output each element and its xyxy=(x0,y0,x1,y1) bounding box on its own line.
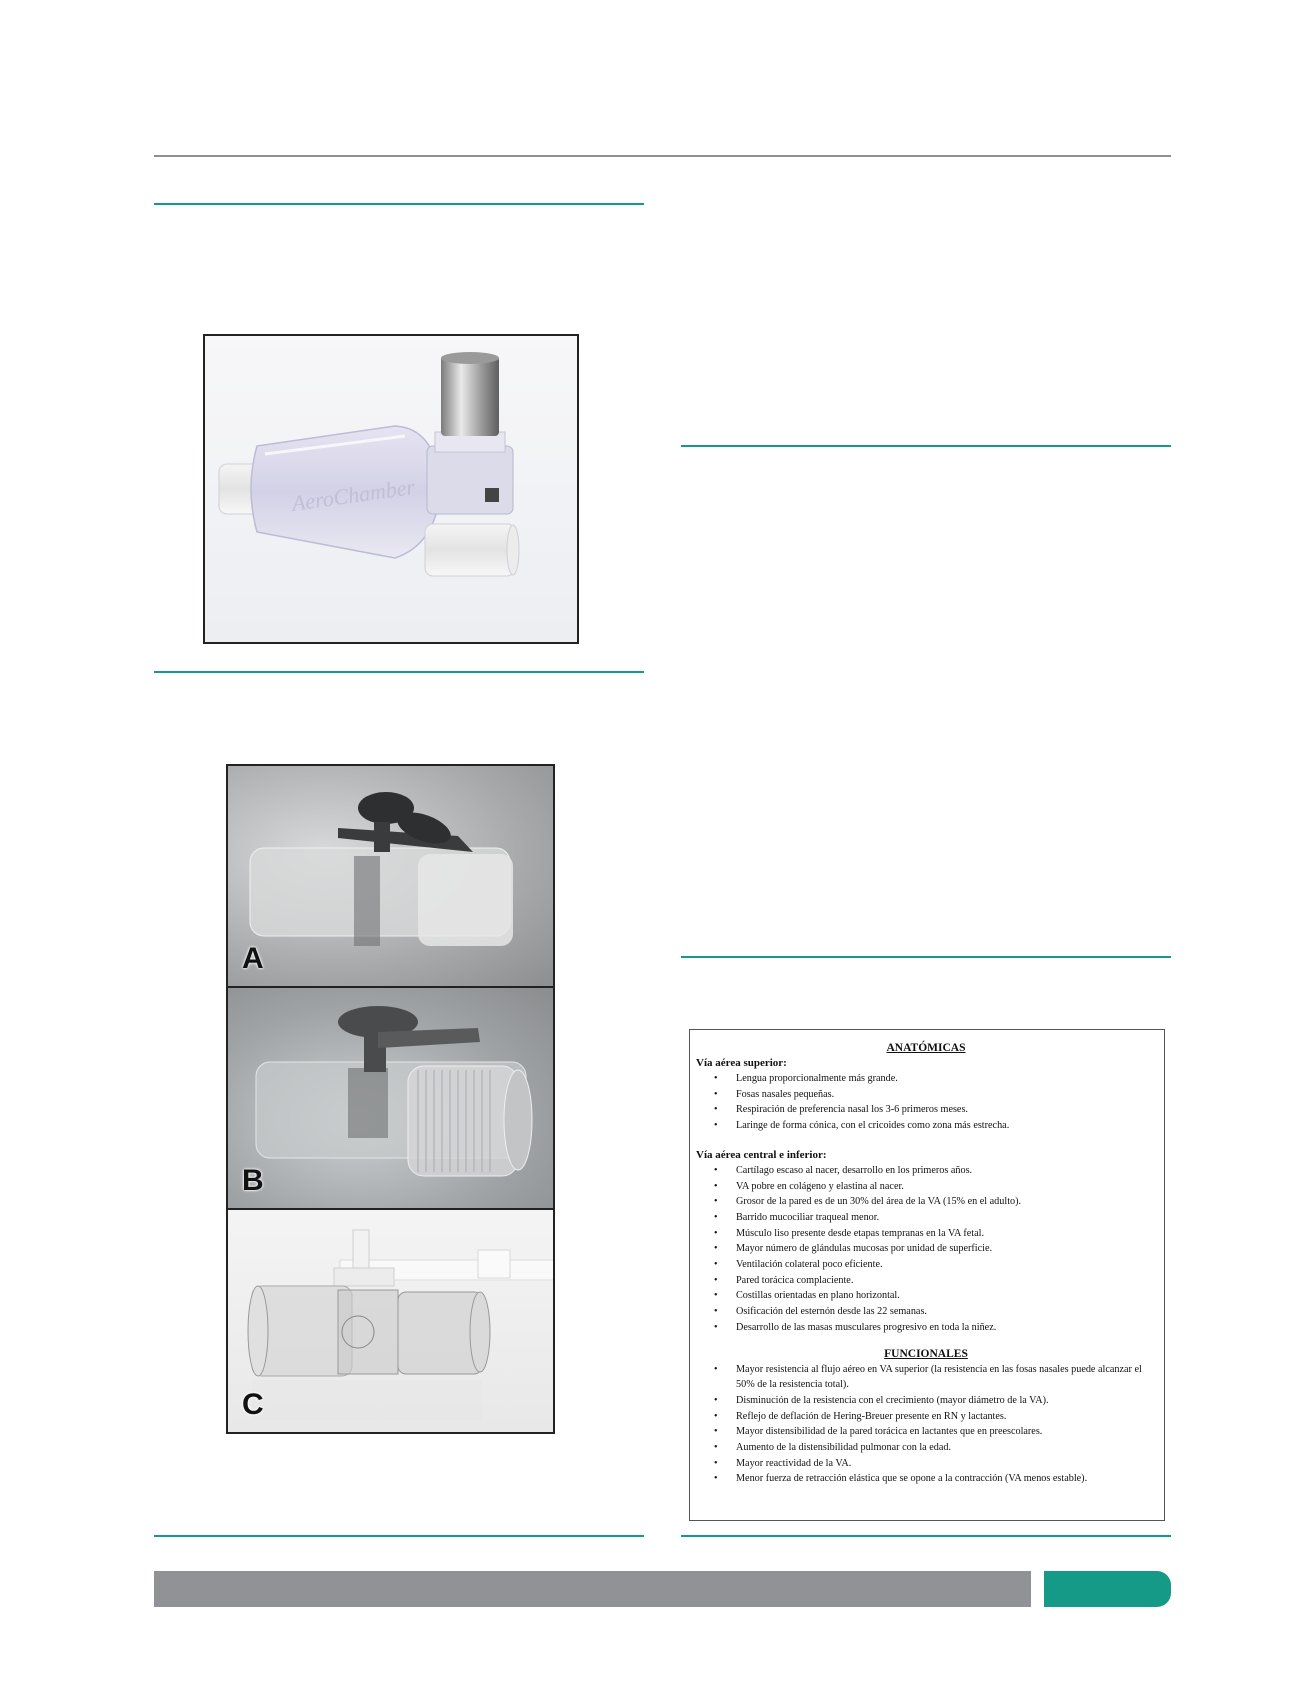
right-section-rule-middle xyxy=(681,956,1171,958)
list-item: • Aumento de la distensibilidad pulmonar con la edad. xyxy=(736,1440,1156,1456)
panel-label-b: B xyxy=(242,1164,264,1197)
footer-bar xyxy=(154,1571,1031,1607)
list-item: • Mayor número de glándulas mucosas por unidad de superficie. xyxy=(736,1241,1156,1257)
airway-differences-table xyxy=(689,1029,1165,1521)
adapter-panel-a xyxy=(228,766,553,988)
adapter-b-illustration xyxy=(228,988,553,1210)
left-section-rule-bottom xyxy=(154,1535,644,1537)
lower-airway-subtitle: Vía aérea central e inferior: xyxy=(696,1148,827,1161)
left-section-rule-top xyxy=(154,203,644,205)
list-item: • Osificación del esternón desde las 22 semanas. xyxy=(736,1304,1156,1320)
anatomical-section-title: ANATÓMICAS xyxy=(886,1042,966,1054)
list-item: • Mayor reactividad de la VA. xyxy=(736,1456,1156,1472)
adapter-panel-b xyxy=(228,988,553,1210)
list-item: • Reflejo de deflación de Hering-Breuer presente en RN y lactantes. xyxy=(736,1409,1156,1425)
list-item: • Desarrollo de las masas musculares progresivo en toda la niñez. xyxy=(736,1320,1156,1336)
device-brand-text: AeroChamber xyxy=(290,473,417,516)
list-item: • Disminución de la resistencia con el crecimiento (mayor diámetro de la VA). xyxy=(736,1393,1156,1409)
list-item: • Menor fuerza de retracción elástica que se opone a la contracción (VA menos estable). xyxy=(736,1471,1156,1487)
functional-section-title: FUNCIONALES xyxy=(884,1347,968,1360)
left-section-rule-middle xyxy=(154,671,644,673)
panel-label-a: A xyxy=(242,942,264,975)
list-item: • Pared torácica complaciente. xyxy=(736,1273,1156,1289)
list-item: • Costillas orientadas en plano horizontal. xyxy=(736,1288,1156,1304)
list-item: • Mayor distensibilidad de la pared torácica en lactantes que en preescolares. xyxy=(736,1424,1156,1440)
adapter-c-illustration xyxy=(228,1210,553,1432)
header-rule xyxy=(154,155,1171,157)
list-item: • Músculo liso presente desde etapas tempranas en la VA fetal. xyxy=(736,1226,1156,1242)
right-section-rule-top xyxy=(681,445,1171,447)
list-item: • Laringe de forma cónica, con el cricoides como zona más estrecha. xyxy=(736,1118,1156,1134)
lower-airway-list xyxy=(696,1163,1156,1336)
adapters-figure xyxy=(226,764,555,1434)
panel-label-c: C xyxy=(242,1388,264,1421)
upper-airway-subtitle: Vía aérea superior: xyxy=(696,1057,787,1069)
spacer-chamber-illustration xyxy=(205,336,577,642)
spacer-chamber-figure xyxy=(203,334,579,644)
list-item: • VA pobre en colágeno y elastina al nacer. xyxy=(736,1179,1156,1195)
list-item: • Cartílago escaso al nacer, desarrollo en los primeros años. xyxy=(736,1163,1156,1179)
adapter-a-illustration xyxy=(228,766,553,988)
upper-airway-list xyxy=(696,1071,1156,1134)
list-item: • Barrido mucociliar traqueal menor. xyxy=(736,1210,1156,1226)
adapter-panel-c xyxy=(228,1210,553,1432)
list-item: • Respiración de preferencia nasal los 3-6 primeros meses. xyxy=(736,1102,1156,1118)
footer-page-tab xyxy=(1044,1571,1171,1607)
list-item: • Grosor de la pared es de un 30% del área de la VA (15% en el adulto). xyxy=(736,1194,1156,1210)
list-item: • Mayor resistencia al flujo aéreo en VA superior (la resistencia en las fosas nasales puede alcanzar el 50% de la resistencia total). xyxy=(736,1362,1156,1393)
list-item: • Ventilación colateral poco eficiente. xyxy=(736,1257,1156,1273)
list-item: • Lengua proporcionalmente más grande. xyxy=(736,1071,1156,1087)
right-section-rule-bottom xyxy=(681,1535,1171,1537)
functional-list xyxy=(696,1362,1156,1488)
list-item: • Fosas nasales pequeñas. xyxy=(736,1087,1156,1103)
